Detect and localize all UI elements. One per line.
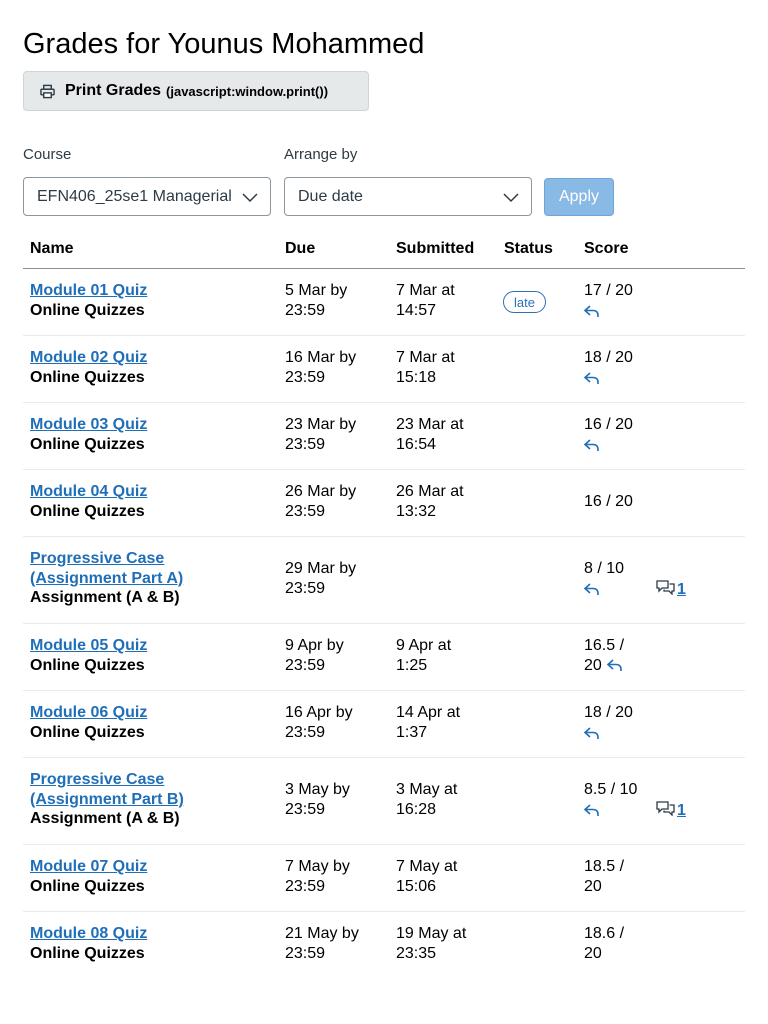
due-date-cell: [285, 857, 350, 896]
comment-bubble-icon: [656, 800, 677, 821]
assignment-name-cell: [30, 549, 183, 608]
score-value: 8.5 / 10: [584, 781, 638, 798]
assignment-link[interactable]: [30, 770, 184, 809]
submitted-cell: [396, 415, 464, 454]
score-cell: [584, 924, 624, 963]
what-if-revert-icon[interactable]: [583, 437, 601, 453]
score-value: 18 / 20: [584, 349, 633, 366]
table-row: [23, 624, 745, 691]
assignment-name-cell: [30, 703, 147, 742]
submitted-line1: 7 Mar at: [396, 349, 455, 366]
course-select-value: EFN406_25se1 Managerial: [37, 187, 232, 205]
due-date-line1: 29 Mar by: [285, 560, 357, 577]
score-cell: [584, 780, 637, 800]
what-if-revert-icon[interactable]: [583, 370, 601, 386]
submitted-cell: [396, 636, 451, 675]
assignment-title: Module 02 Quiz: [30, 349, 148, 366]
assignment-title: Module 07 Quiz: [30, 858, 148, 875]
comment-bubble-icon: [656, 579, 677, 600]
comment-count: 1: [677, 580, 686, 598]
assignment-title: Module 04 Quiz: [30, 483, 148, 500]
arrange-label: Arrange by: [284, 146, 358, 163]
assignment-name-cell: [30, 636, 147, 675]
col-header-score: Score: [584, 240, 629, 257]
status-badge: late: [503, 291, 546, 313]
submitted-line2: 15:06: [396, 877, 437, 895]
score-value: 18.6 /: [584, 925, 625, 942]
assignment-link[interactable]: [30, 281, 147, 301]
score-value: 16.5 /: [584, 637, 625, 654]
submitted-line2: 1:37: [396, 723, 428, 741]
printer-icon: [40, 84, 55, 99]
assignment-title: Module 01 Quiz: [30, 282, 148, 299]
due-date-cell: [285, 636, 344, 675]
due-date-line2: 23:59: [285, 944, 326, 962]
what-if-revert-icon[interactable]: [583, 581, 601, 597]
submitted-line1: 19 May at: [396, 925, 467, 942]
table-row: [23, 758, 745, 845]
score-cell: [584, 492, 633, 512]
assignment-link[interactable]: [30, 549, 183, 588]
assignment-category: Online Quizzes: [30, 301, 145, 319]
due-date-line1: 26 Mar by: [285, 483, 357, 500]
due-date-line1: 16 Mar by: [285, 349, 357, 366]
assignment-name-cell: [30, 281, 147, 320]
assignment-link[interactable]: [30, 703, 147, 723]
assignment-category: Online Quizzes: [30, 368, 145, 386]
submitted-line1: 14 Apr at: [396, 704, 461, 721]
score-value: 16 / 20: [584, 493, 633, 510]
due-date-cell: [285, 559, 356, 598]
score-cell: [584, 415, 633, 435]
course-select[interactable]: [23, 177, 271, 216]
submitted-line1: 23 Mar at: [396, 416, 464, 433]
submitted-line2: 15:18: [396, 368, 437, 386]
table-row: [23, 845, 745, 912]
assignment-title: Module 06 Quiz: [30, 704, 148, 721]
assignment-name-cell: [30, 415, 147, 454]
col-header-name: Name: [30, 240, 74, 257]
print-grades-label: Print Grades: [65, 82, 162, 99]
table-row: [23, 912, 745, 979]
assignment-link[interactable]: [30, 857, 147, 877]
comment-count: 1: [677, 801, 686, 819]
due-date-line2: 23:59: [285, 877, 326, 895]
assignment-title-line2: (Assignment Part A): [30, 569, 184, 587]
assignment-category: Online Quizzes: [30, 435, 145, 453]
arrange-select-value: Due date: [298, 187, 363, 205]
due-date-line1: 21 May by: [285, 925, 359, 942]
submitted-line1: 3 May at: [396, 781, 458, 798]
what-if-revert-icon[interactable]: [583, 725, 601, 741]
assignment-title: Progressive Case: [30, 771, 165, 788]
assignment-name-cell: [30, 770, 184, 829]
due-date-cell: [285, 780, 350, 819]
assignment-link[interactable]: [30, 636, 147, 656]
submitted-cell: [396, 348, 455, 387]
submitted-cell: [396, 482, 464, 521]
score-value-line2: 20: [584, 877, 602, 895]
score-cell: [584, 636, 624, 675]
col-header-submitted: Submitted: [396, 240, 475, 257]
submitted-cell: [396, 924, 466, 963]
assignment-category: Online Quizzes: [30, 877, 145, 895]
due-date-line2: 23:59: [285, 723, 326, 741]
arrange-by-select[interactable]: [284, 177, 532, 216]
due-date-line2: 23:59: [285, 502, 326, 520]
assignment-category: Online Quizzes: [30, 656, 145, 674]
grades-table-header: [23, 238, 745, 269]
due-date-cell: [285, 281, 347, 320]
score-value: 16 / 20: [584, 416, 633, 433]
due-date-line2: 23:59: [285, 579, 326, 597]
submitted-line2: 13:32: [396, 502, 437, 520]
submitted-line2: 16:28: [396, 800, 437, 818]
due-date-cell: [285, 482, 356, 521]
assignment-category: Online Quizzes: [30, 723, 145, 741]
due-date-line1: 16 Apr by: [285, 704, 353, 721]
score-value: 18.5 /: [584, 858, 625, 875]
submitted-line2: 23:35: [396, 944, 437, 962]
table-row: [23, 403, 745, 470]
score-cell: [584, 857, 624, 896]
table-row: [23, 691, 745, 758]
assignment-link[interactable]: [30, 415, 147, 435]
submitted-line1: 26 Mar at: [396, 483, 464, 500]
assignment-title: Module 08 Quiz: [30, 925, 148, 942]
assignment-link[interactable]: [30, 348, 147, 368]
assignment-title: Module 03 Quiz: [30, 416, 148, 433]
page-title: Grades for Younus Mohammed: [23, 28, 425, 60]
chevron-down-icon: [503, 190, 519, 204]
assignment-title: Module 05 Quiz: [30, 637, 148, 654]
table-row: [23, 470, 745, 537]
due-date-cell: [285, 703, 353, 742]
apply-button[interactable]: Apply: [544, 178, 614, 216]
chevron-down-icon: [242, 190, 258, 204]
assignment-title: Progressive Case: [30, 550, 165, 567]
submitted-line1: 7 May at: [396, 858, 458, 875]
due-date-cell: [285, 348, 356, 387]
due-date-line1: 3 May by: [285, 781, 350, 798]
score-cell: [584, 559, 624, 579]
due-date-line2: 23:59: [285, 800, 326, 818]
print-grades-hint: (javascript:window.print()): [166, 83, 329, 99]
submitted-cell: [396, 703, 460, 742]
assignment-link[interactable]: [30, 924, 147, 944]
due-date-line2: 23:59: [285, 368, 326, 386]
score-cell: [584, 281, 633, 301]
course-label: Course: [23, 146, 72, 163]
table-row: [23, 269, 745, 336]
due-date-line1: 9 Apr by: [285, 637, 344, 654]
assignment-name-cell: [30, 924, 147, 963]
assignment-category: Assignment (A & B): [30, 589, 180, 606]
submitted-line2: 1:25: [396, 656, 428, 674]
due-date-line2: 23:59: [285, 435, 326, 453]
comments-link[interactable]: [656, 800, 686, 821]
assignment-category: Assignment (A & B): [30, 810, 180, 827]
due-date-cell: [285, 415, 356, 454]
what-if-revert-icon[interactable]: [606, 657, 624, 673]
what-if-revert-icon[interactable]: [583, 802, 601, 818]
submitted-line2: 16:54: [396, 435, 437, 453]
assignment-category: Online Quizzes: [30, 502, 145, 520]
submitted-cell: [396, 857, 457, 896]
assignment-title-line2: (Assignment Part B): [30, 790, 184, 808]
score-value-line2: 20: [584, 656, 602, 674]
score-value: 18 / 20: [584, 704, 633, 721]
due-date-line2: 23:59: [285, 301, 326, 319]
due-date-line1: 23 Mar by: [285, 416, 357, 433]
submitted-cell: [396, 281, 455, 320]
assignment-name-cell: [30, 482, 147, 521]
what-if-revert-icon[interactable]: [583, 303, 601, 319]
score-cell: [584, 348, 633, 368]
assignment-name-cell: [30, 857, 147, 896]
submitted-line1: 7 Mar at: [396, 282, 455, 299]
score-value-line2: 20: [584, 944, 602, 962]
col-header-due: Due: [285, 240, 316, 257]
print-grades-button[interactable]: [23, 71, 369, 111]
score-cell: [584, 703, 633, 723]
submitted-cell: [396, 780, 457, 819]
score-value: 8 / 10: [584, 560, 625, 577]
comments-link[interactable]: [656, 579, 686, 600]
submitted-line1: 9 Apr at: [396, 637, 452, 654]
due-date-line1: 7 May by: [285, 858, 350, 875]
table-row: [23, 336, 745, 403]
col-header-status: Status: [504, 240, 553, 257]
assignment-category: Online Quizzes: [30, 944, 145, 962]
table-row: [23, 537, 745, 624]
submitted-line2: 14:57: [396, 301, 437, 319]
due-date-line1: 5 Mar by: [285, 282, 348, 299]
score-value: 17 / 20: [584, 282, 633, 299]
due-date-line2: 23:59: [285, 656, 326, 674]
assignment-link[interactable]: [30, 482, 147, 502]
assignment-name-cell: [30, 348, 147, 387]
due-date-cell: [285, 924, 359, 963]
